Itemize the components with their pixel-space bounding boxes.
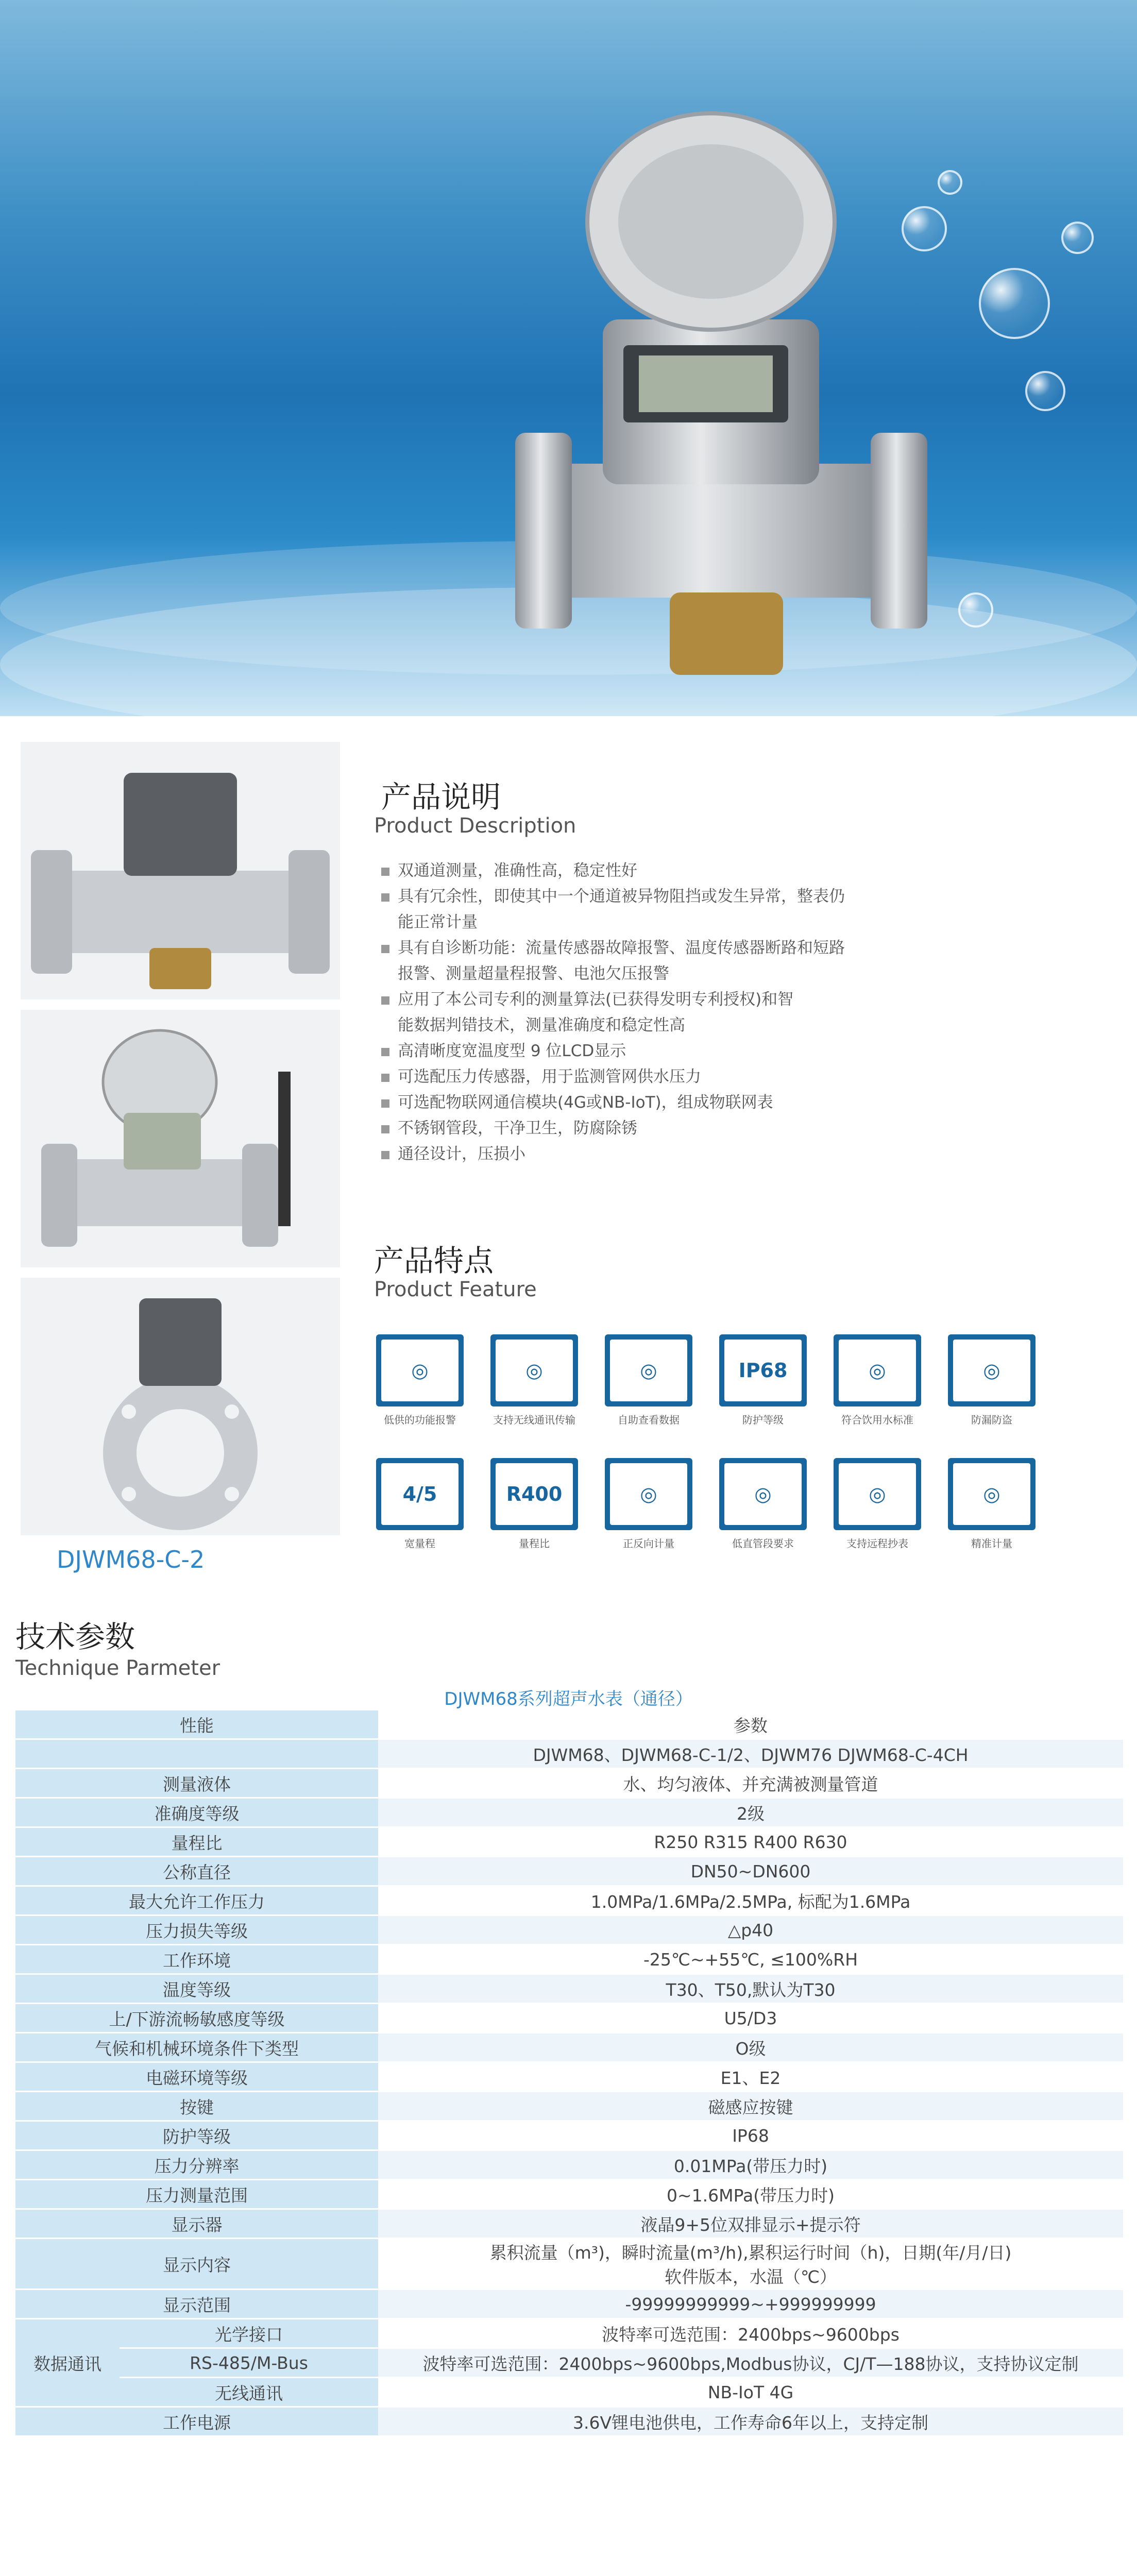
spec-table [15, 1710, 1123, 2437]
spec-label: 温度等级 [15, 1974, 378, 2004]
spec-value: 3.6V锂电池供电，工作寿命6年以上，支持定制 [378, 2407, 1123, 2436]
bubble [958, 592, 993, 628]
description-text: 报警、测量超量程报警、电池欠压报警 [398, 964, 669, 983]
meter-icon [948, 1458, 1036, 1530]
spec-row [15, 2062, 1123, 2092]
spec-label: 按键 [15, 2092, 378, 2121]
ip68-icon [719, 1334, 807, 1406]
spec-label: 量程比 [15, 1827, 378, 1857]
description-line [381, 961, 669, 987]
spec-value-line: 累积流量（m³)，瞬时流量(m³/h),累积运行时间（h)，日期(年/月/日) [489, 2243, 1012, 2263]
spec-label: 防护等级 [15, 2121, 378, 2150]
description-line [381, 1064, 701, 1090]
product-photo-2 [21, 1010, 340, 1267]
tech-title: 技术参数 [15, 1619, 135, 1654]
spec-row [15, 1945, 1123, 1974]
feature-icon-inner: ◎ [724, 1463, 802, 1525]
comm-group-label: 数据通讯 [15, 2319, 120, 2407]
spec-label [15, 1739, 378, 1769]
bullet-icon [381, 1048, 389, 1056]
bullet-icon [381, 1074, 389, 1082]
range-icon [376, 1458, 464, 1530]
bullet-icon [381, 996, 389, 1005]
feature-icon-inner: ◎ [381, 1340, 459, 1401]
spec-row [15, 2407, 1123, 2436]
spec-value: DN50~DN600 [378, 1857, 1123, 1886]
spec-label: 无线通讯 [120, 2378, 378, 2407]
bubble [979, 268, 1050, 339]
spec-row [15, 2004, 1123, 2033]
spec-value: 0.01MPa(带压力时) [378, 2150, 1123, 2180]
feature-label: 低直管段要求 [732, 1537, 794, 1550]
spec-row [15, 1916, 1123, 1945]
spec-row [15, 1827, 1123, 1857]
feature-label: 支持无线通讯传输 [493, 1414, 575, 1426]
spec-row [15, 2209, 1123, 2239]
spec-label: 气候和机械环境条件下类型 [15, 2033, 378, 2062]
description-title: 产品说明 [381, 779, 501, 815]
spec-value: 波特率可选范围：2400bps~9600bps,Modbus协议，CJ/T—188协议，支持协议定制 [378, 2348, 1123, 2378]
bullet-icon [381, 1151, 389, 1159]
feature-icon-inner: 4/5 [381, 1463, 459, 1525]
feature-label: 宽量程 [404, 1537, 435, 1550]
bullet-icon [381, 893, 389, 902]
bullet-icon [381, 945, 389, 953]
spec-value: T30、T50,默认为T30 [378, 1974, 1123, 2004]
feature-icon-inner: ◎ [610, 1463, 687, 1525]
features-subtitle: Product Feature [374, 1278, 537, 1301]
spec-label: 工作环境 [15, 1945, 378, 1974]
spec-value: O级 [378, 2033, 1123, 2062]
spec-value: DJWM68、DJWM68-C-1/2、DJWM76 DJWM68-C-4CH [378, 1739, 1123, 1769]
spec-row [15, 2121, 1123, 2150]
spec-label: 工作电源 [15, 2407, 378, 2436]
spec-value: 波特率可选范围：2400bps~9600bps [378, 2319, 1123, 2348]
spec-label: RS-485/M-Bus [120, 2348, 378, 2378]
spec-value: 参数 [378, 1710, 1123, 1739]
spec-value: -25℃~+55℃, ≤100%RH [378, 1945, 1123, 1974]
spec-value: 2级 [378, 1798, 1123, 1827]
spec-row [15, 2239, 1123, 2290]
description-text: 可选配物联网通信模块(4G或NB-IoT)，组成物联网表 [398, 1093, 773, 1112]
water-meter-image [515, 103, 927, 711]
description-subtitle: Product Description [374, 814, 576, 838]
feature-label: 符合饮用水标准 [841, 1414, 913, 1426]
description-line [381, 1115, 637, 1141]
feature-icon-inner: ◎ [839, 1340, 916, 1401]
spec-row [15, 2092, 1123, 2121]
feature-icon-inner: ◎ [839, 1463, 916, 1525]
spec-label: 测量液体 [15, 1769, 378, 1798]
spec-row [15, 1739, 1123, 1769]
description-text: 高清晰度宽温度型 9 位LCD显示 [398, 1042, 626, 1060]
feature-icon-inner: ◎ [610, 1340, 687, 1401]
description-line [381, 1090, 773, 1115]
spec-label: 压力分辨率 [15, 2150, 378, 2180]
spec-label: 显示内容 [15, 2239, 378, 2290]
feature-icon-inner: ◎ [496, 1340, 573, 1401]
description-line [381, 935, 845, 961]
spec-row [15, 2180, 1123, 2209]
feature-label: 防护等级 [742, 1414, 784, 1426]
description-text: 不锈钢管段，干净卫生，防腐除锈 [398, 1119, 637, 1138]
spec-label: 光学接口 [120, 2319, 378, 2348]
spec-row [15, 1886, 1123, 1916]
feature-icon-inner: ◎ [953, 1340, 1030, 1401]
spec-row [15, 2290, 1123, 2319]
bubble [1061, 222, 1094, 254]
feature-label: 量程比 [519, 1537, 550, 1550]
alarm-bell-icon [376, 1334, 464, 1406]
spec-row [15, 1769, 1123, 1798]
description-text: 双通道测量，准确性高，稳定性好 [398, 861, 637, 880]
tech-subtitle: Technique Parmeter [15, 1656, 220, 1680]
spec-label: 压力损失等级 [15, 1916, 378, 1945]
bidirectional-icon [605, 1458, 692, 1530]
description-line [381, 1141, 525, 1167]
spec-row [15, 2150, 1123, 2180]
spec-label: 公称直径 [15, 1857, 378, 1886]
spec-row [15, 2033, 1123, 2062]
product-photo-3 [21, 1278, 340, 1535]
description-line [381, 987, 793, 1012]
feature-label: 支持远程抄表 [846, 1537, 908, 1550]
description-text: 能数据判错技术，测量准确度和稳定性高 [398, 1016, 685, 1035]
description-line [381, 909, 478, 935]
gun-icon [834, 1458, 921, 1530]
spec-value: NB-IoT 4G [378, 2378, 1123, 2407]
description-text: 通径设计，压损小 [398, 1145, 525, 1163]
spec-label: 最大允许工作压力 [15, 1886, 378, 1916]
tech-table-title: DJWM68系列超声水表（通径） [444, 1689, 693, 1709]
spec-value: IP68 [378, 2121, 1123, 2150]
r400-icon [490, 1458, 578, 1530]
spec-value: 1.0MPa/1.6MPa/2.5MPa, 标配为1.6MPa [378, 1886, 1123, 1916]
spec-label: 上/下游流畅敏感度等级 [15, 2004, 378, 2033]
bullet-icon [381, 868, 389, 876]
network-icon [605, 1334, 692, 1406]
feature-label: 精准计量 [971, 1537, 1012, 1550]
spec-row [15, 1974, 1123, 2004]
description-text: 能正常计量 [398, 913, 478, 931]
spec-value-line: 软件版本，水温（℃） [664, 2267, 837, 2287]
spec-row [15, 2348, 1123, 2378]
water-glass-icon [834, 1334, 921, 1406]
spec-value [378, 2239, 1123, 2290]
description-text: 可选配压力传感器，用于监测管网供水压力 [398, 1067, 701, 1086]
spec-value: 磁感应按键 [378, 2092, 1123, 2121]
spec-value: 液晶9+5位双排显示+提示符 [378, 2209, 1123, 2239]
spec-row [15, 2378, 1123, 2407]
feature-icon-inner: IP68 [724, 1340, 802, 1401]
description-line [381, 1012, 685, 1038]
feature-label: 正反向计量 [623, 1537, 674, 1550]
spec-value: E1、E2 [378, 2062, 1123, 2092]
description-text: 具有冗余性，即使其中一个通道被异物阻挡或发生异常，整表仍 [398, 887, 845, 906]
feature-icon-inner: R400 [496, 1463, 573, 1525]
spec-value: U5/D3 [378, 2004, 1123, 2033]
bullet-icon [381, 1125, 389, 1133]
spec-value: -99999999999~+999999999 [378, 2290, 1123, 2319]
wireless-icon [490, 1334, 578, 1406]
feature-icon-inner: ◎ [953, 1463, 1030, 1525]
spec-label: 性能 [15, 1710, 378, 1739]
spec-row [15, 1798, 1123, 1827]
spec-label: 压力测量范围 [15, 2180, 378, 2209]
spec-row [15, 1857, 1123, 1886]
feature-label: 防漏防盗 [971, 1414, 1012, 1426]
spec-label: 准确度等级 [15, 1798, 378, 1827]
spec-value: △p40 [378, 1916, 1123, 1945]
leak-icon [948, 1334, 1036, 1406]
feature-label: 自助查看数据 [618, 1414, 680, 1426]
features-title: 产品特点 [374, 1243, 494, 1278]
description-text: 应用了本公司专利的测量算法(已获得发明专利授权)和智 [398, 990, 794, 1009]
bubble [938, 170, 962, 195]
description-line [381, 884, 845, 909]
spec-label: 电磁环境等级 [15, 2062, 378, 2092]
description-line [381, 1038, 626, 1064]
bubble [1025, 371, 1065, 411]
hero-banner [0, 0, 1137, 716]
description-text: 具有自诊断功能：流量传感器故障报警、温度传感器断路和短路 [398, 939, 845, 957]
spec-label: 显示器 [15, 2209, 378, 2239]
spec-label: 显示范围 [15, 2290, 378, 2319]
feature-label: 低供的功能报警 [384, 1414, 456, 1426]
bullet-icon [381, 1099, 389, 1108]
spec-value: R250 R315 R400 R630 [378, 1827, 1123, 1857]
model-label: DJWM68-C-2 [57, 1546, 205, 1573]
spec-value: 水、均匀液体、并充满被测量管道 [378, 1769, 1123, 1798]
spec-row [15, 1710, 1123, 1739]
straight-pipe-icon [719, 1458, 807, 1530]
spec-value: 0~1.6MPa(带压力时) [378, 2180, 1123, 2209]
product-photo-1 [21, 742, 340, 999]
description-line [381, 858, 637, 884]
spec-row [15, 2319, 1123, 2348]
